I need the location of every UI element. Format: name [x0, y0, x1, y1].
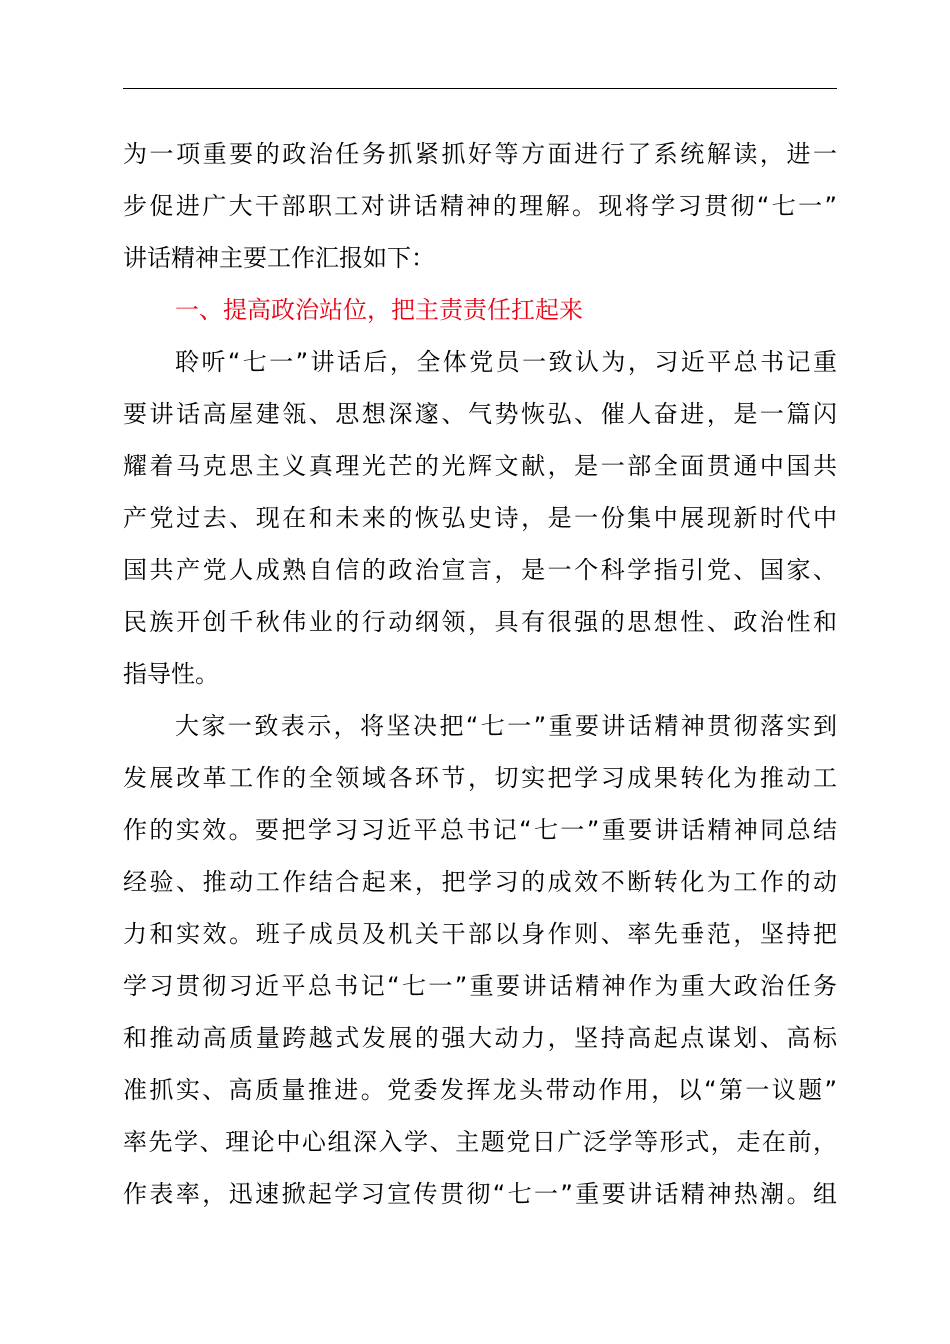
- body-line: 指导性。: [123, 660, 219, 688]
- body-line: 为一项重要的政治任务抓紧抓好等方面进行了系统解读，进一: [123, 140, 837, 168]
- body-line: 国共产党人成熟自信的政治宣言，是一个科学指引党、国家、: [123, 556, 837, 584]
- body-line: 耀着马克思主义真理光芒的光辉文献，是一部全面贯通中国共: [123, 452, 837, 480]
- body-line: 要讲话高屋建瓴、思想深邃、气势恢弘、催人奋进，是一篇闪: [123, 400, 837, 428]
- body-line: 力和实效。班子成员及机关干部以身作则、率先垂范，坚持把: [123, 920, 837, 948]
- body-line: 经验、推动工作结合起来，把学习的成效不断转化为工作的动: [123, 868, 837, 896]
- body-line: 讲话精神主要工作汇报如下：: [123, 244, 435, 272]
- body-line: 和推动高质量跨越式发展的强大动力，坚持高起点谋划、高标: [123, 1024, 837, 1052]
- body-line: 作表率，迅速掀起学习宣传贯彻“七一”重要讲话精神热潮。组: [123, 1180, 837, 1208]
- body-line: 聆听“七一”讲话后，全体党员一致认为，习近平总书记重: [175, 348, 837, 376]
- body-line: 率先学、理论中心组深入学、主题党日广泛学等形式，走在前，: [123, 1128, 837, 1156]
- section-heading: 一、提高政治站位，把主责责任扛起来: [175, 296, 583, 324]
- body-line: 步促进广大干部职工对讲话精神的理解。现将学习贯彻“七一”: [123, 192, 837, 220]
- body-line: 大家一致表示，将坚决把“七一”重要讲话精神贯彻落实到: [175, 712, 837, 740]
- body-line: 民族开创千秋伟业的行动纲领，具有很强的思想性、政治性和: [123, 608, 837, 636]
- body-line: 发展改革工作的全领域各环节，切实把学习成果转化为推动工: [123, 764, 837, 792]
- body-line: 产党过去、现在和未来的恢弘史诗，是一份集中展现新时代中: [123, 504, 837, 532]
- body-line: 准抓实、高质量推进。党委发挥龙头带动作用，以“第一议题”: [123, 1076, 837, 1104]
- body-line: 学习贯彻习近平总书记“七一”重要讲话精神作为重大政治任务: [123, 972, 837, 1000]
- document-body: [123, 128, 837, 1220]
- body-line: 作的实效。要把学习习近平总书记“七一”重要讲话精神同总结: [123, 816, 837, 844]
- header-rule: [123, 88, 837, 89]
